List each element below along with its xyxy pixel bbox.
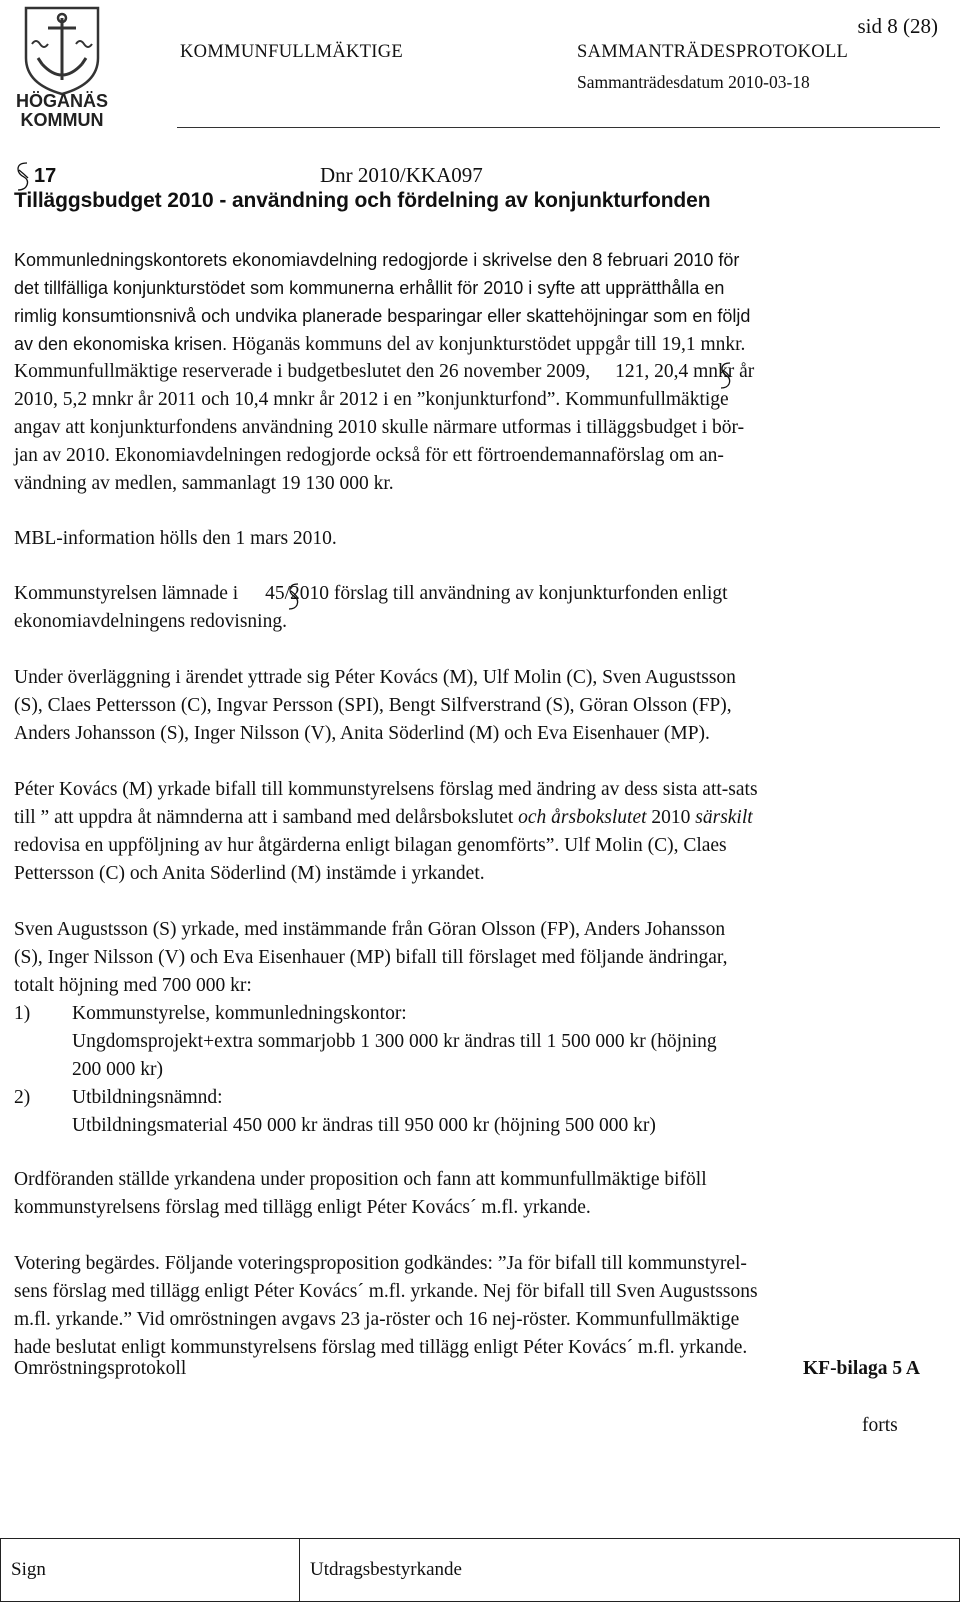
text-line: m.fl. yrkande.” Vid omröstningen avgavs 23 ja-röster och 16 nej-röster. Kommunfullmäktige [14,1309,740,1330]
list-heading: Utbildningsnämnd: [72,1087,223,1108]
list-number: 1) [14,1003,31,1024]
text-line: MBL-information hölls den 1 mars 2010. [14,528,337,549]
list-item [14,1084,944,1112]
extract-certification-label: Utdragsbestyrkande [310,1559,462,1580]
section-mark-icon [718,361,734,391]
text-line: Ordföranden ställde yrkandena under proposition och fann att kommunfullmäktige biföll [14,1169,707,1190]
sign-label: Sign [11,1559,46,1580]
text-line: Sven Augustsson (S) yrkade, med instämmande från Göran Olsson (FP), Anders Johansson [14,919,726,940]
text-line: Kommunfullmäktige reserverade i budgetbeslutet den 26 november 2009, [14,361,591,382]
section-title: Tilläggsbudget 2010 - användning och fördelning av konjunkturfonden [14,189,711,212]
text-line: angav att konjunkturfondens användning 2010 skulle närmare utformas i tilläggsbudget i bör- [14,417,745,438]
text-line: Pettersson (C) och Anita Söderlind (M) instämde i yrkandet. [14,863,485,884]
text-line: (S), Claes Pettersson (C), Ingvar Persson (SPI), Bengt Silfverstrand (S), Göran Olsson (FP), [14,695,732,716]
text-line: redovisa en uppföljning av hur åtgärderna enligt bilagan genomförts”. Ulf Molin (C), Claes [14,835,727,856]
meeting-date: Sammanträdesdatum 2010-03-18 [577,72,810,92]
organ-name: KOMMUNFULLMÄKTIGE [180,42,403,62]
section-number: 17 [34,165,57,187]
text-line: till ” att uppdra åt nämnderna att i samband med delårsbokslutet [14,807,519,828]
text-line: 2010 [646,807,696,828]
attachment-row [14,1358,920,1380]
text-line: hade beslutat enligt kommunstyrelsens förslag med tillägg enligt Péter Kovács´ m.fl. yrkande. [14,1337,748,1358]
logo-wordmark-line2: KOMMUN [20,110,104,130]
page-number: sid 8 (28) [857,14,938,38]
paragraph-1-continued [14,358,944,498]
signature-footer [0,1538,960,1602]
text-line: totalt höjning med 700 000 kr: [14,975,252,996]
text-line: Votering begärdes. Följande voteringsproposition godkändes: ”Ja för bifall till kommunstyrel- [14,1253,747,1274]
paragraph-1 [14,246,944,359]
text-line: Utbildningsmaterial 450 000 kr ändras till 950 000 kr (höjning 500 000 kr) [72,1115,656,1136]
logo-wordmark-line1: HÖGANÄS [15,91,108,111]
paragraph-kovacs-motion [14,776,944,888]
paragraph-vote [14,1250,944,1362]
text-line: sens förslag med tillägg enligt Péter Kovács´ m.fl. yrkande. Nej för bifall till Sven Augustssons [14,1281,758,1302]
attachment-reference: KF-bilaga 5 A [802,1358,920,1379]
text-line: 121, 20,4 mnkr år [610,361,755,382]
text-line: Kommunledningskontorets ekonomiavdelning redogjorde i skrivelse den 8 februari 2010 för [14,250,740,270]
list-heading: Kommunstyrelse, kommunledningskontor: [72,1003,407,1024]
text-line: 45/2010 förslag till användning av konjunkturfonden enligt [260,583,728,604]
text-line: rimlig konsumtionsnivå och undvika planerade besparingar eller skattehöjningar som en följd [14,306,751,326]
text-line: och årsbokslutet [518,807,647,828]
paragraph-mbl [14,525,944,553]
logo-wordmark [12,92,112,130]
text-line: ekonomiavdelningens redovisning. [14,611,287,632]
paragraph-debate [14,664,944,748]
text-line: 200 000 kr) [72,1059,163,1080]
text-line: Anders Johansson (S), Inger Nilsson (V), Anita Söderlind (M) och Eva Eisenhauer (MP). [14,723,710,744]
text-line: (S), Inger Nilsson (V) och Eva Eisenhauer (MP) bifall till förslaget med följande ändringar, [14,947,728,968]
continued-marker: forts [862,1415,898,1436]
text-line: det tillfälliga konjunkturstödet som kommunerna erhållit för 2010 i syfte att upprätthålla en [14,278,725,298]
section-mark-icon [286,582,302,612]
paragraph-chair [14,1166,944,1222]
paragraph-augustsson-motion [14,916,944,1140]
paragraph-ks-proposal [14,580,944,636]
text-line: Péter Kovács (M) yrkade bifall till kommunstyrelsens förslag med ändring av dess sista att-sats [14,779,758,800]
text-line: Kommunstyrelsen lämnade i [14,583,239,604]
text-line: kommunstyrelsens förslag med tillägg enligt Péter Kovács´ m.fl. yrkande. [14,1197,591,1218]
text-line: Ungdomsprojekt+extra sommarjobb 1 300 000 kr ändras till 1 500 000 kr (höjning [72,1031,717,1052]
sign-box [0,1538,300,1602]
header-divider [177,127,940,128]
list-number: 2) [14,1087,31,1108]
text-line: särskilt [695,807,753,828]
text-line: Höganäs kommuns del av konjunkturstödet uppgår till 19,1 mnkr. [227,334,746,355]
text-line: jan av 2010. Ekonomiavdelningen redogjorde också för ett förtroendemannaförslag om an- [14,445,724,466]
text-line: vändning av medlen, sammanlagt 19 130 000 kr. [14,473,394,494]
extract-certification-box [299,1538,960,1602]
diary-number: Dnr 2010/KKA097 [320,163,483,187]
document-type: SAMMANTRÄDESPROTOKOLL [577,42,849,62]
list-item [14,1000,944,1028]
vote-protocol-label: Omröstningsprotokoll [14,1358,187,1379]
text-line: 2010, 5,2 mnkr år 2011 och 10,4 mnkr år 2012 i en ”konjunkturfond”. Kommunfullmäktige [14,389,729,410]
text-line: Under överläggning i ärendet yttrade sig Péter Kovács (M), Ulf Molin (C), Sven Augustsson [14,667,736,688]
text-line: av den ekonomiska krisen. [14,334,228,354]
